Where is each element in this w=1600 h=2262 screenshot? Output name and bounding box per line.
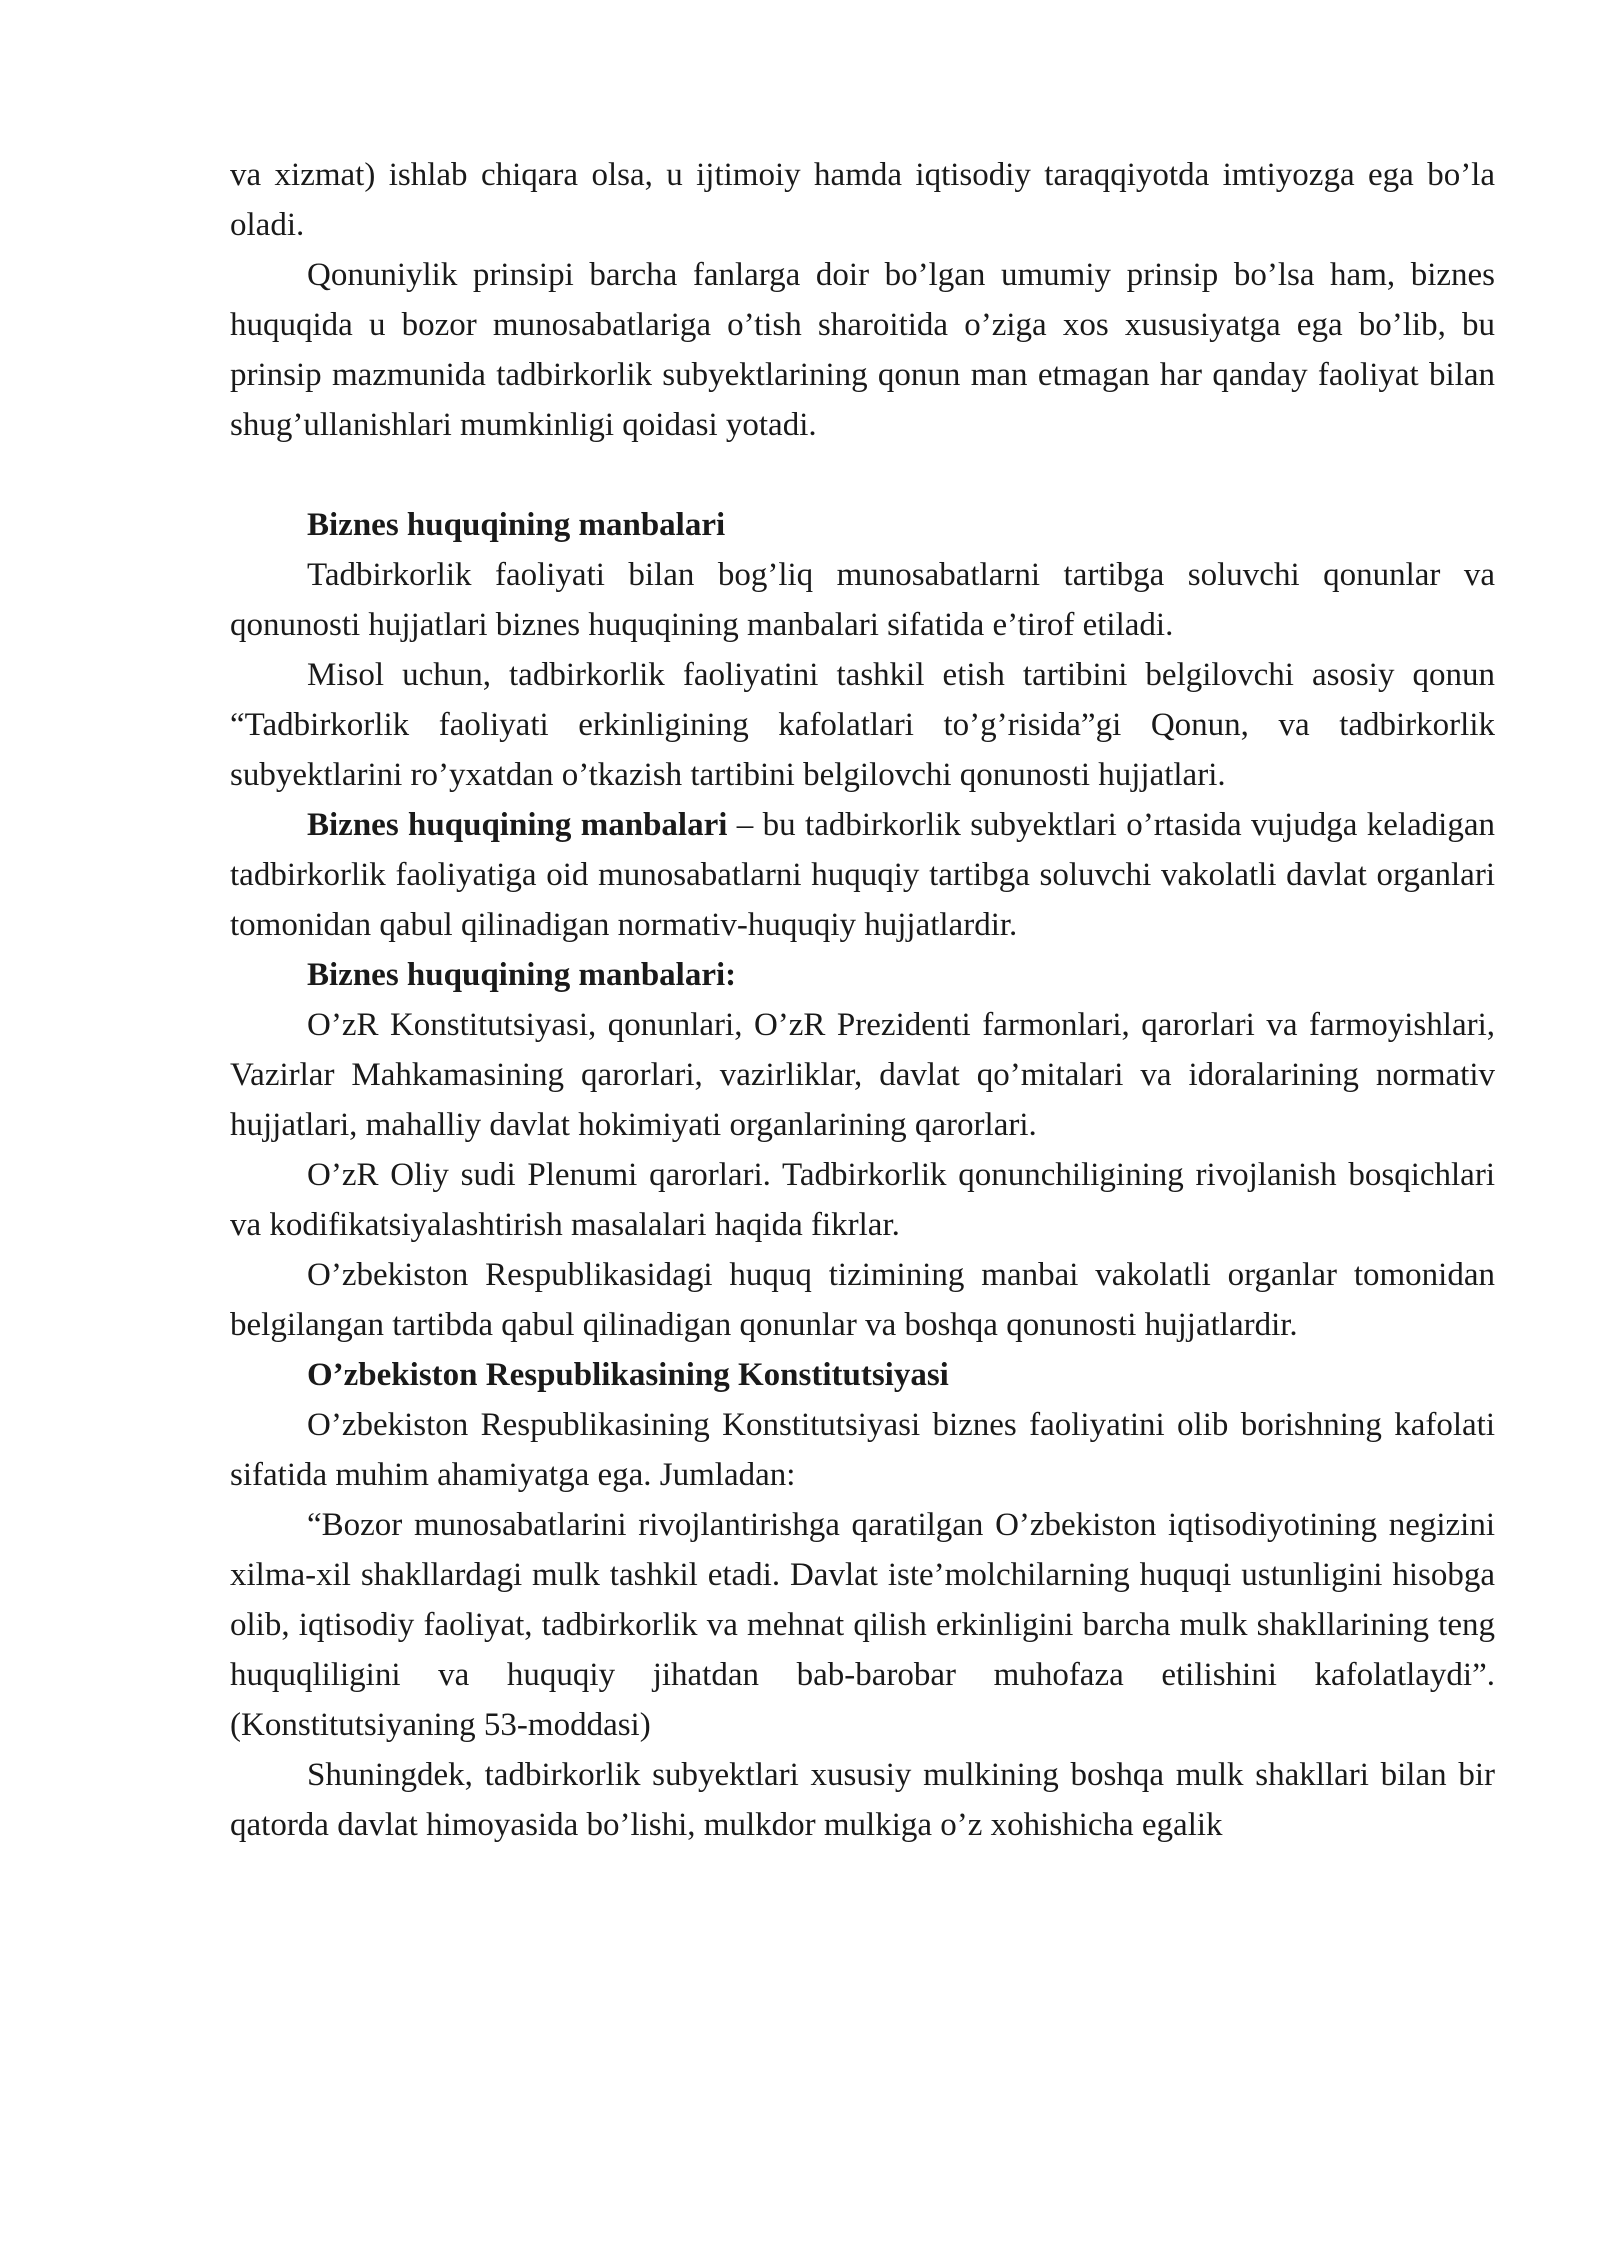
section-heading-sources-list: Biznes huquqining manbalari: <box>307 957 737 993</box>
paragraph-constitution-quote: “Bozor munosabatlarini rivojlantirishga qaratilgan O’zbekiston iqtisodiyotining negizini xilma-xil shakllardagi mulk tashkil etadi. Davlat iste’molchilarning huquqi ustunligini hisobga olib, iqtisodiy faoliyat, tadbirkorlik va mehnat qilish erkinligini barcha mulk shakllarining teng huquqliligini va huquqiy jihatdan bab-barobar muhofaza etilishini kafolatlaydi”. (Konstitutsiyaning 53-moddasi) <box>230 1507 1495 1743</box>
paragraph-sources-list: O’zR Konstitutsiyasi, qonunlari, O’zR Prezidenti farmonlari, qarorlari va farmoyishlari, Vazirlar Mahkamasining qarorlari, vazirliklar, davlat qo’mitalari va idoralarining normativ hujjatlari, mahalliy davlat hokimiyati organlarining qarorlari. <box>230 1007 1495 1143</box>
paragraph-legality-principle: Qonuniylik prinsipi barcha fanlarga doir bo’lgan umumiy prinsip bo’lsa ham, biznes huquqida u bozor munosabatlariga o’tish sharoitida o’ziga xos xususiyatga ega bo’lib, bu prinsip mazmunida tadbirkorlik subyektlarining qonun man etmagan har qanday faoliyat bilan shug’ullanishlari mumkinligi qoidasi yotadi. <box>230 257 1495 443</box>
paragraph-sources-term <box>230 800 1495 950</box>
term-definition: – bu tadbirkorlik subyektlari o’rtasida vujudga keladigan tadbirkorlik faoliyatiga oid munosabatlarni huquqiy tartibga soluvchi vakolatli davlat organlari tomonidan qabul qilinadigan normativ-huquqiy hujjatlardir. <box>230 807 1495 943</box>
bold-term: Biznes huquqining manbalari <box>307 807 728 843</box>
paragraph-private-property: Shuningdek, tadbirkorlik subyektlari xususiy mulkining boshqa mulk shakllari bilan bir qatorda davlat himoyasida bo’lishi, mulkdor mulkiga o’z xohishicha egalik <box>230 1757 1495 1843</box>
paragraph-supreme-court: O’zR Oliy sudi Plenumi qarorlari. Tadbirkorlik qonunchiligining rivojlanish bosqichlari va kodifikatsiyalashtirish masalalari haqida fikrlar. <box>230 1157 1495 1243</box>
paragraph-continuation: va xizmat) ishlab chiqara olsa, u ijtimoiy hamda iqtisodiy taraqqiyotda imtiyozga ega bo’la oladi. <box>230 157 1495 243</box>
paragraph-sources-definition: Tadbirkorlik faoliyati bilan bog’liq munosabatlarni tartibga soluvchi qonunlar va qonunosti hujjatlari biznes huquqining manbalari sifatida e’tirof etiladi. <box>230 557 1495 643</box>
section-heading-constitution: O’zbekiston Respublikasining Konstitutsiyasi <box>307 1357 949 1393</box>
document-page <box>230 150 1495 1850</box>
paragraph-legal-system: O’zbekiston Respublikasidagi huquq tizimining manbai vakolatli organlar tomonidan belgilangan tartibda qabul qilinadigan qonunlar va boshqa qonunosti hujjatlardir. <box>230 1257 1495 1343</box>
paragraph-example: Misol uchun, tadbirkorlik faoliyatini tashkil etish tartibini belgilovchi asosiy qonun “Tadbirkorlik faoliyati erkinligining kafolatlari to’g’risida”gi Qonun, va tadbirkorlik subyektlarini ro’yxatdan o’tkazish tartibini belgilovchi qonunosti hujjatlari. <box>230 657 1495 793</box>
section-heading-sources: Biznes huquqining manbalari <box>307 507 726 543</box>
paragraph-constitution-intro: O’zbekiston Respublikasining Konstitutsiyasi biznes faoliyatini olib borishning kafolati sifatida muhim ahamiyatga ega. Jumladan: <box>230 1407 1495 1493</box>
